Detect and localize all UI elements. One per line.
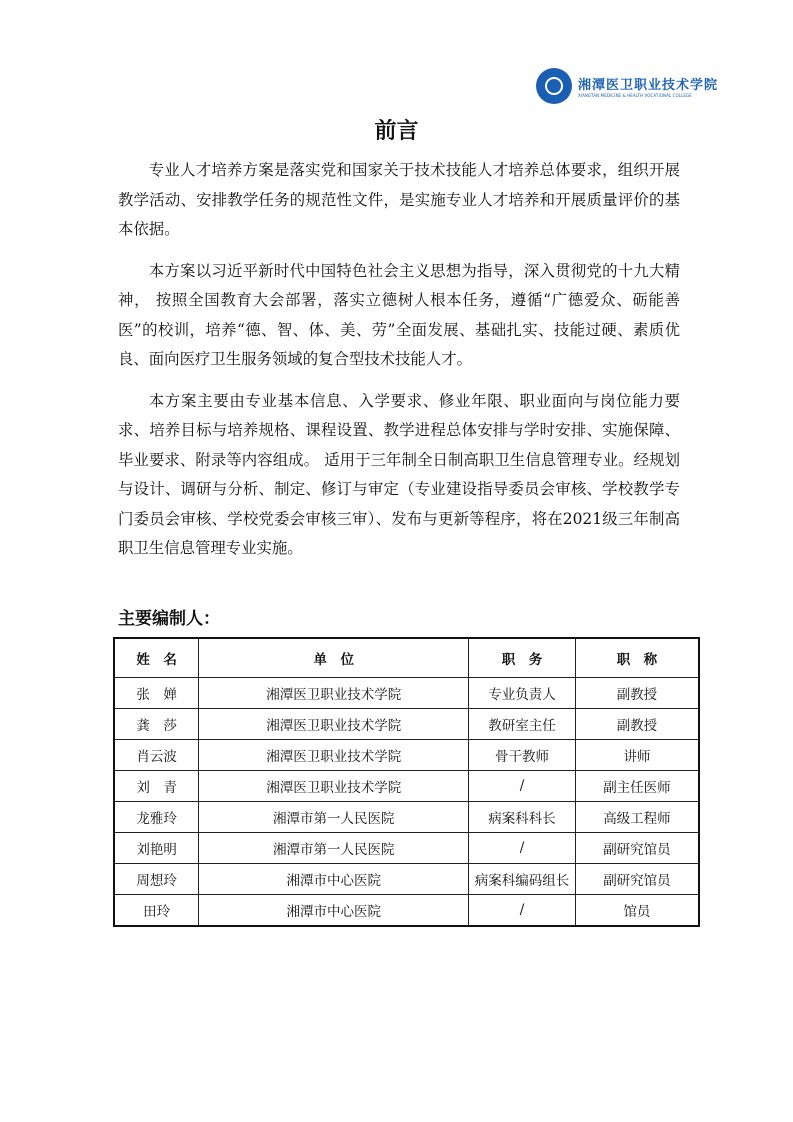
cell-title: 副主任医师 — [575, 771, 699, 802]
cell-title: 副研究馆员 — [575, 833, 699, 864]
cell-name: 龙雅玲 — [114, 802, 199, 833]
editors-table — [113, 637, 700, 927]
paragraph: 专业人才培养方案是落实党和国家关于技术技能人才培养总体要求，组织开展教学活动、安排教学任务的规范性文件，是实施专业人才培养和开展质量评价的基本依据。 — [118, 161, 680, 238]
cell-position: 专业负责人 — [469, 678, 576, 709]
cell-unit: 湘潭市第一人民医院 — [199, 802, 469, 833]
cell-position: 教研室主任 — [469, 709, 576, 740]
cell-position: 病案科科长 — [469, 802, 576, 833]
table-row — [114, 709, 699, 740]
cell-unit: 湘潭市第一人民医院 — [199, 833, 469, 864]
cell-title: 高级工程师 — [575, 802, 699, 833]
preface-body — [118, 156, 680, 576]
cell-unit: 湘潭医卫职业技术学院 — [199, 740, 469, 771]
cell-title: 副教授 — [575, 678, 699, 709]
header-title: 职 称 — [575, 638, 699, 678]
page-title: 前言 — [374, 119, 419, 144]
table-header-row — [114, 638, 699, 678]
table-row — [114, 740, 699, 771]
table-row — [114, 771, 699, 802]
cell-name: 张 婵 — [114, 678, 199, 709]
college-seal-icon — [536, 68, 572, 104]
table-row — [114, 802, 699, 833]
college-logo — [536, 66, 719, 106]
table-row — [114, 895, 699, 927]
header-name: 姓 名 — [114, 638, 199, 678]
cell-unit: 湘潭医卫职业技术学院 — [199, 771, 469, 802]
cell-name: 田玲 — [114, 895, 199, 927]
header-unit: 单 位 — [199, 638, 469, 678]
cell-position: / — [469, 895, 576, 927]
cell-name: 龚 莎 — [114, 709, 199, 740]
editors-heading: 主要编制人： — [118, 609, 220, 629]
cell-name: 肖云波 — [114, 740, 199, 771]
cell-name: 刘 青 — [114, 771, 199, 802]
cell-title: 副研究馆员 — [575, 864, 699, 895]
cell-name: 周想玲 — [114, 864, 199, 895]
table-row — [114, 678, 699, 709]
cell-name: 刘艳明 — [114, 833, 199, 864]
cell-unit: 湘潭医卫职业技术学院 — [199, 709, 469, 740]
table-row — [114, 833, 699, 864]
table-row — [114, 864, 699, 895]
logo-chinese-name: 湘潭医卫职业技术学院 — [578, 78, 719, 93]
cell-title: 副教授 — [575, 709, 699, 740]
logo-english-name: XIANGTAN MEDICINE & HEALTH VOCATIONAL COLLEGE — [578, 93, 692, 98]
cell-title: 讲师 — [575, 740, 699, 771]
cell-unit: 湘潭市中心医院 — [199, 864, 469, 895]
header-position: 职 务 — [469, 638, 576, 678]
cell-position: 病案科编码组长 — [469, 864, 576, 895]
cell-title: 馆员 — [575, 895, 699, 927]
cell-position: / — [469, 771, 576, 802]
cell-position: 骨干教师 — [469, 740, 576, 771]
cell-position: / — [469, 833, 576, 864]
paragraph: 本方案以习近平新时代中国特色社会主义思想为指导，深入贯彻党的十九大精神， 按照全国教育大会部署，落实立德树人根本任务，遵循“广德爱众、砺能善医”的校训，培养“德、智、体、美、劳”全面发展、基础扎实、技能过硬、素质优良、面向医疗卫生服务领域的复合型技术技能人才。 — [118, 261, 680, 368]
paragraph: 本方案主要由专业基本信息、入学要求、修业年限、职业面向与岗位能力要求、培养目标与培养规格、课程设置、教学进程总体安排与学时安排、实施保障、毕业要求、附录等内容组成。 适用于三年制全日制高职卫生信息管理专业。经规划与设计、调研与分析、制定、修订与审定（专业建设指导委员会审核、学校教学专门委员会审核、学校党委会审核三审）、发布与更新等程序，将在2021级三年制高职卫生信息管理专业实施。 — [118, 391, 680, 557]
cell-unit: 湘潭医卫职业技术学院 — [199, 678, 469, 709]
cell-unit: 湘潭市中心医院 — [199, 895, 469, 927]
